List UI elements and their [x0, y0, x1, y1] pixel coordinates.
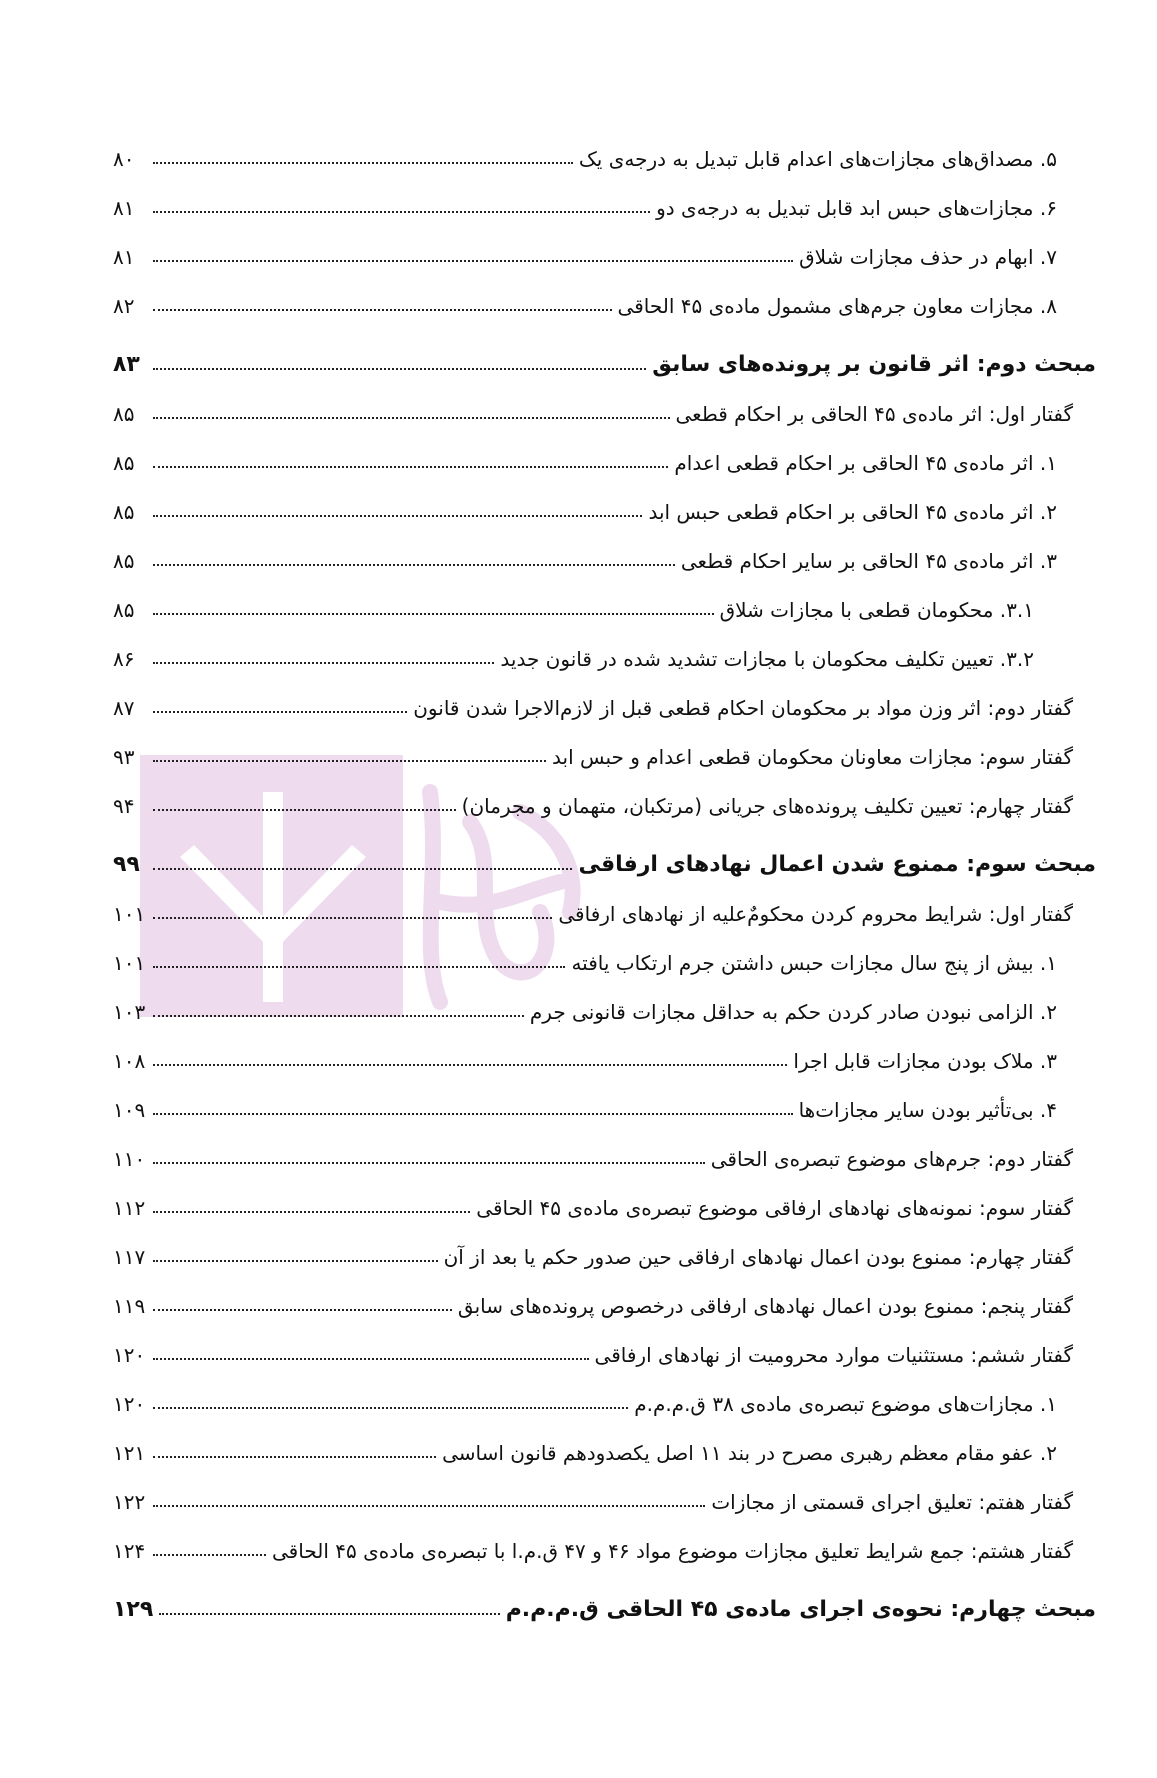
dot-leader — [153, 417, 670, 419]
toc-page-number: ۸۵ — [113, 450, 135, 475]
toc-entry[interactable] — [0, 1281, 1157, 1330]
toc-entry-title: ۱. مجازات‌های موضوع تبصره‌ی ماده‌ی ۳۸ ق.م.م.م — [634, 1391, 1057, 1416]
dot-leader — [153, 1358, 589, 1360]
toc-entry-title: مبحث دوم: اثر قانون بر پرونده‌های سابق — [652, 352, 1096, 377]
toc-page-number: ۸۶ — [113, 646, 135, 671]
dot-leader — [153, 1162, 705, 1164]
toc-page-number: ۱۲۱ — [113, 1440, 146, 1465]
dot-leader — [153, 515, 642, 517]
toc-entry[interactable] — [0, 683, 1157, 732]
toc-entry-title: ۱. اثر ماده‌ی ۴۵ الحاقی بر احکام قطعی اعدام — [674, 450, 1057, 475]
toc-entry-title: ۱. بیش از پنج سال مجازات حبس داشتن جرم ارتکاب یافته — [571, 950, 1057, 975]
toc-entry[interactable] — [0, 438, 1157, 487]
dot-leader — [153, 564, 675, 566]
toc-entry[interactable] — [0, 1379, 1157, 1428]
toc-page-number: ۱۱۰ — [113, 1146, 146, 1171]
toc-entry-title: گفتار هفتم: تعلیق اجرای قسمتی از مجازات — [711, 1489, 1073, 1514]
toc-entry-title: گفتار سوم: نمونه‌های نهادهای ارفاقی موضوع تبصره‌ی ماده‌ی ۴۵ الحاقی — [476, 1195, 1073, 1220]
toc-entry[interactable] — [0, 536, 1157, 585]
toc-entry-title: گفتار اول: شرایط محروم کردن محکومٌ‌علیه از نهادهای ارفاقی — [558, 901, 1073, 926]
toc-entry[interactable] — [0, 987, 1157, 1036]
toc-entry-title: ۵. مصداق‌های مجازات‌های اعدام قابل تبدیل به درجه‌ی یک — [578, 146, 1057, 171]
toc-entry-title: گفتار هشتم: جمع شرایط تعلیق مجازات موضوع مواد ۴۶ و ۴۷ ق.م.ا با تبصره‌ی ماده‌ی ۴۵ الحاقی — [272, 1538, 1073, 1563]
dot-leader — [153, 1505, 705, 1507]
dot-leader — [153, 1554, 266, 1556]
dot-leader — [159, 1613, 499, 1615]
toc-page-number: ۱۱۹ — [113, 1293, 146, 1318]
toc-page-number: ۱۰۹ — [113, 1097, 146, 1122]
dot-leader — [153, 211, 650, 213]
toc-entry[interactable] — [0, 134, 1157, 183]
toc-entry[interactable] — [0, 1477, 1157, 1526]
toc-entry-title: مبحث چهارم: نحوه‌ی اجرای ماده‌ی ۴۵ الحاقی ق.م.م.م — [505, 1597, 1096, 1622]
dot-leader — [153, 309, 612, 311]
toc-page-number: ۱۲۰ — [113, 1342, 146, 1367]
toc-entry-title: ۲. الزامی نبودن صادر کردن حکم به حداقل مجازات قانونی جرم — [529, 999, 1057, 1024]
toc-entry-title: گفتار دوم: اثر وزن مواد بر محکومان احکام قطعی قبل از لازم‌الاجرا شدن قانون — [413, 695, 1073, 720]
toc-entry-title: ۳.۱. محکومان قطعی با مجازات شلاق — [719, 597, 1034, 622]
toc-entry[interactable] — [0, 1134, 1157, 1183]
toc-entry[interactable] — [0, 232, 1157, 281]
toc-page-number: ۸۵ — [113, 499, 135, 524]
toc-entry-title: ۴. بی‌تأثیر بودن سایر مجازات‌ها — [798, 1097, 1057, 1122]
toc-page-number: ۱۲۹ — [113, 1597, 154, 1622]
toc-page-number: ۸۰ — [113, 146, 135, 171]
toc-entry-title: مبحث سوم: ممنوع شدن اعمال نهادهای ارفاقی — [578, 852, 1096, 877]
toc-page-number: ۹۴ — [113, 793, 135, 818]
toc-page-number: ۸۵ — [113, 597, 135, 622]
dot-leader — [153, 917, 552, 919]
toc-entry[interactable] — [0, 781, 1157, 830]
toc-page-number: ۹۹ — [113, 852, 140, 877]
toc-entry-title: ۶. مجازات‌های حبس ابد قابل تبدیل به درجه‌ی دو — [656, 195, 1057, 220]
toc-page-number: ۱۲۴ — [113, 1538, 146, 1563]
dot-leader — [153, 1456, 436, 1458]
toc-page-number: ۸۲ — [113, 293, 135, 318]
dot-leader — [153, 1015, 524, 1017]
dot-leader — [153, 711, 407, 713]
toc-entry[interactable] — [0, 487, 1157, 536]
toc-page-number: ۱۱۷ — [113, 1244, 146, 1269]
toc-entry-title: گفتار سوم: مجازات معاونان محکومان قطعی اعدام و حبس ابد — [552, 744, 1073, 769]
dot-leader — [153, 1064, 787, 1066]
toc-entry[interactable] — [0, 889, 1157, 938]
toc-entry[interactable] — [0, 389, 1157, 438]
toc-entry[interactable] — [0, 634, 1157, 683]
toc-page-number: ۹۳ — [113, 744, 135, 769]
toc-entry-title: گفتار چهارم: تعیین تکلیف پرونده‌های جریانی (مرتکبان، متهمان و مجرمان) — [461, 793, 1073, 818]
dot-leader — [153, 1407, 628, 1409]
toc-entry[interactable] — [0, 1428, 1157, 1477]
toc-entry-title: گفتار دوم: جرم‌های موضوع تبصره‌ی الحاقی — [710, 1146, 1073, 1171]
toc-page-number: ۸۳ — [113, 352, 140, 377]
toc-entry[interactable] — [0, 1330, 1157, 1379]
toc-page-number: ۱۰۳ — [113, 999, 146, 1024]
toc-section-heading[interactable] — [0, 840, 1157, 889]
toc-entry-title: ۸. مجازات معاون جرم‌های مشمول ماده‌ی ۴۵ الحاقی — [617, 293, 1057, 318]
toc-page-number: ۱۱۲ — [113, 1195, 146, 1220]
dot-leader — [153, 760, 546, 762]
dot-leader — [153, 162, 573, 164]
toc-entry[interactable] — [0, 1526, 1157, 1575]
dot-leader — [153, 368, 646, 370]
toc-entry[interactable] — [0, 585, 1157, 634]
toc-entry-title: ۳. اثر ماده‌ی ۴۵ الحاقی بر سایر احکام قطعی — [680, 548, 1057, 573]
toc-entry-title: ۳.۲. تعیین تکلیف محکومان با مجازات تشدید شده در قانون جدید — [500, 646, 1034, 671]
dot-leader — [153, 466, 668, 468]
toc-entry-title: گفتار ششم: مستثنیات موارد محرومیت از نهادهای ارفاقی — [594, 1342, 1073, 1367]
table-of-contents — [0, 134, 1157, 1634]
toc-entry[interactable] — [0, 1232, 1157, 1281]
toc-entry-title: گفتار اول: اثر ماده‌ی ۴۵ الحاقی بر احکام قطعی — [675, 401, 1073, 426]
toc-entry-title: ۳. ملاک بودن مجازات قابل اجرا — [793, 1048, 1057, 1073]
toc-entry-title: ۷. ابهام در حذف مجازات شلاق — [799, 244, 1057, 269]
toc-entry-title: گفتار چهارم: ممنوع بودن اعمال نهادهای ارفاقی حین صدور حکم یا بعد از آن — [443, 1244, 1073, 1269]
toc-page-number: ۱۰۱ — [113, 901, 146, 926]
toc-entry-title: گفتار پنجم: ممنوع بودن اعمال نهادهای ارفاقی درخصوص پرونده‌های سابق — [457, 1293, 1073, 1318]
dot-leader — [153, 868, 572, 870]
toc-section-heading[interactable] — [0, 1585, 1157, 1634]
toc-page-number: ۱۰۱ — [113, 950, 146, 975]
dot-leader — [153, 1113, 793, 1115]
dot-leader — [153, 1211, 470, 1213]
dot-leader — [153, 260, 793, 262]
toc-section-heading[interactable] — [0, 340, 1157, 389]
toc-entry[interactable] — [0, 938, 1157, 987]
toc-entry-title: ۲. اثر ماده‌ی ۴۵ الحاقی بر احکام قطعی حبس ابد — [648, 499, 1057, 524]
toc-page-number: ۸۷ — [113, 695, 135, 720]
dot-leader — [153, 966, 565, 968]
toc-page-number: ۸۵ — [113, 548, 135, 573]
toc-entry[interactable] — [0, 1183, 1157, 1232]
dot-leader — [153, 1260, 438, 1262]
toc-entry[interactable] — [0, 1036, 1157, 1085]
dot-leader — [153, 809, 456, 811]
toc-page-number: ۱۲۰ — [113, 1391, 146, 1416]
toc-entry[interactable] — [0, 281, 1157, 330]
dot-leader — [153, 613, 714, 615]
dot-leader — [153, 1309, 452, 1311]
toc-entry-title: ۲. عفو مقام معظم رهبری مصرح در بند ۱۱ اصل یکصدودهم قانون اساسی — [442, 1440, 1057, 1465]
toc-page-number: ۸۱ — [113, 195, 135, 220]
toc-entry[interactable] — [0, 183, 1157, 232]
dot-leader — [153, 662, 494, 664]
toc-page-number: ۱۲۲ — [113, 1489, 146, 1514]
toc-entry[interactable] — [0, 1085, 1157, 1134]
toc-page-number: ۸۱ — [113, 244, 135, 269]
toc-page-number: ۱۰۸ — [113, 1048, 146, 1073]
toc-page-number: ۸۵ — [113, 401, 135, 426]
toc-entry[interactable] — [0, 732, 1157, 781]
